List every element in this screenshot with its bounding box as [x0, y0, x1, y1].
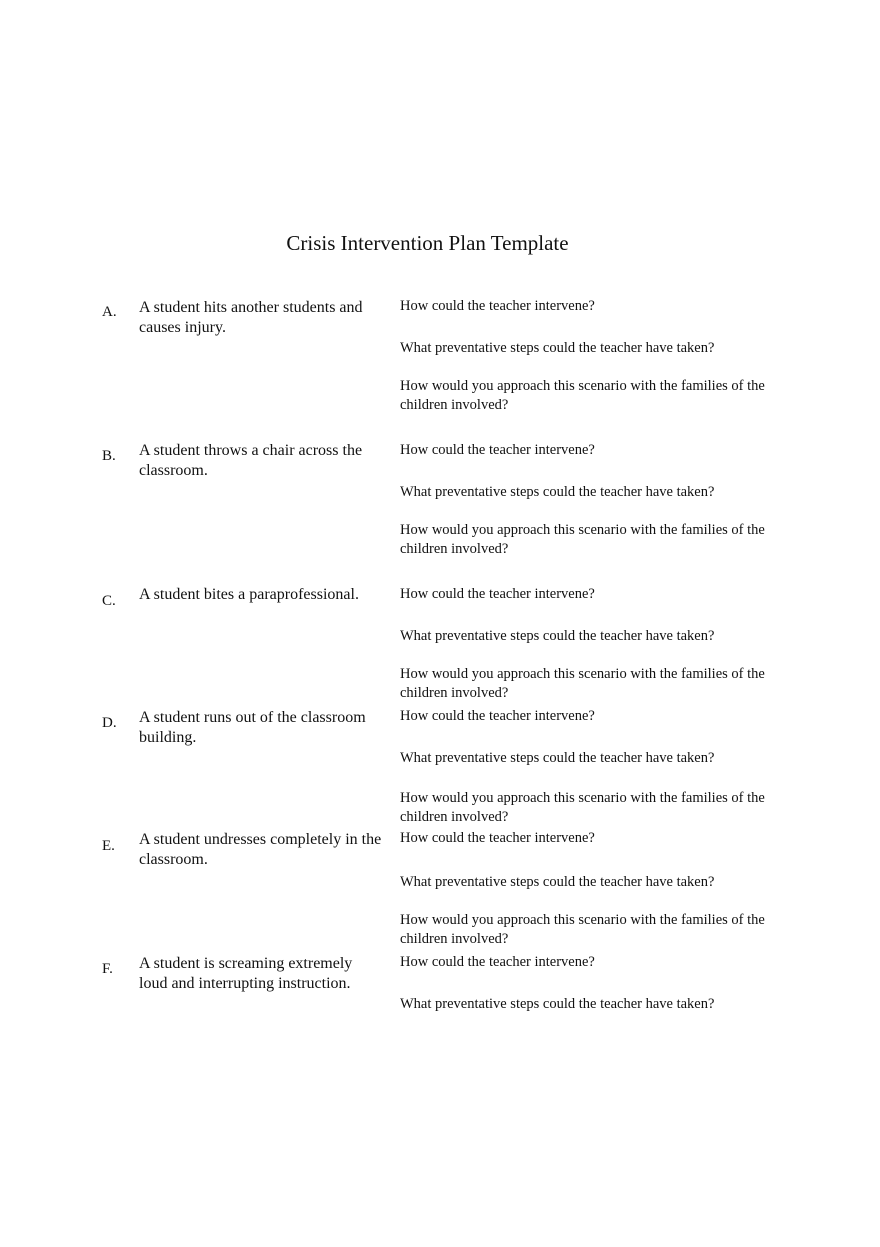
scenario-e-question-families: How would you approach this scenario with the families of the children involved?	[400, 912, 765, 947]
scenario-e-question-prevent: What preventative steps could the teacher have taken?	[400, 874, 715, 890]
scenario-f-question-prevent: What preventative steps could the teacher have taken?	[400, 996, 715, 1012]
scenario-c-question-families: How would you approach this scenario with the families of the children involved?	[400, 666, 765, 701]
scenario-d-letter: D.	[102, 715, 117, 731]
scenario-b-letter: B.	[102, 448, 116, 464]
scenario-d-question-intervene: How could the teacher intervene?	[400, 708, 595, 724]
scenario-a-question-intervene: How could the teacher intervene?	[400, 298, 595, 314]
scenario-e-letter: E.	[102, 838, 115, 854]
scenario-c-letter: C.	[102, 593, 116, 609]
scenario-f-text: A student is screaming extremely loud and interrupting instruction.	[139, 955, 353, 992]
scenario-e-text: A student undresses completely in the classroom.	[139, 831, 382, 868]
scenario-a-question-prevent: What preventative steps could the teacher have taken?	[400, 340, 715, 356]
scenario-f-letter: F.	[102, 961, 113, 977]
page-title: Crisis Intervention Plan Template	[286, 231, 569, 255]
scenario-d-text: A student runs out of the classroom building.	[139, 709, 366, 746]
scenario-a-question-families: How would you approach this scenario with the families of the children involved?	[400, 378, 765, 413]
scenario-c-question-intervene: How could the teacher intervene?	[400, 586, 595, 602]
scenario-c-question-prevent: What preventative steps could the teacher have taken?	[400, 628, 715, 644]
scenario-d-question-prevent: What preventative steps could the teacher have taken?	[400, 750, 715, 766]
scenario-e-question-intervene: How could the teacher intervene?	[400, 830, 595, 846]
scenario-a-letter: A.	[102, 304, 117, 320]
scenario-d-question-families: How would you approach this scenario with the families of the children involved?	[400, 790, 765, 825]
scenario-a-text: A student hits another students and causes injury.	[139, 299, 363, 336]
scenario-b-text: A student throws a chair across the classroom.	[139, 442, 363, 479]
scenario-c-text: A student bites a paraprofessional.	[139, 586, 359, 603]
scenario-b-question-families: How would you approach this scenario with the families of the children involved?	[400, 522, 765, 557]
scenario-b-question-prevent: What preventative steps could the teacher have taken?	[400, 484, 715, 500]
scenario-b-question-intervene: How could the teacher intervene?	[400, 442, 595, 458]
scenario-f-question-intervene: How could the teacher intervene?	[400, 954, 595, 970]
